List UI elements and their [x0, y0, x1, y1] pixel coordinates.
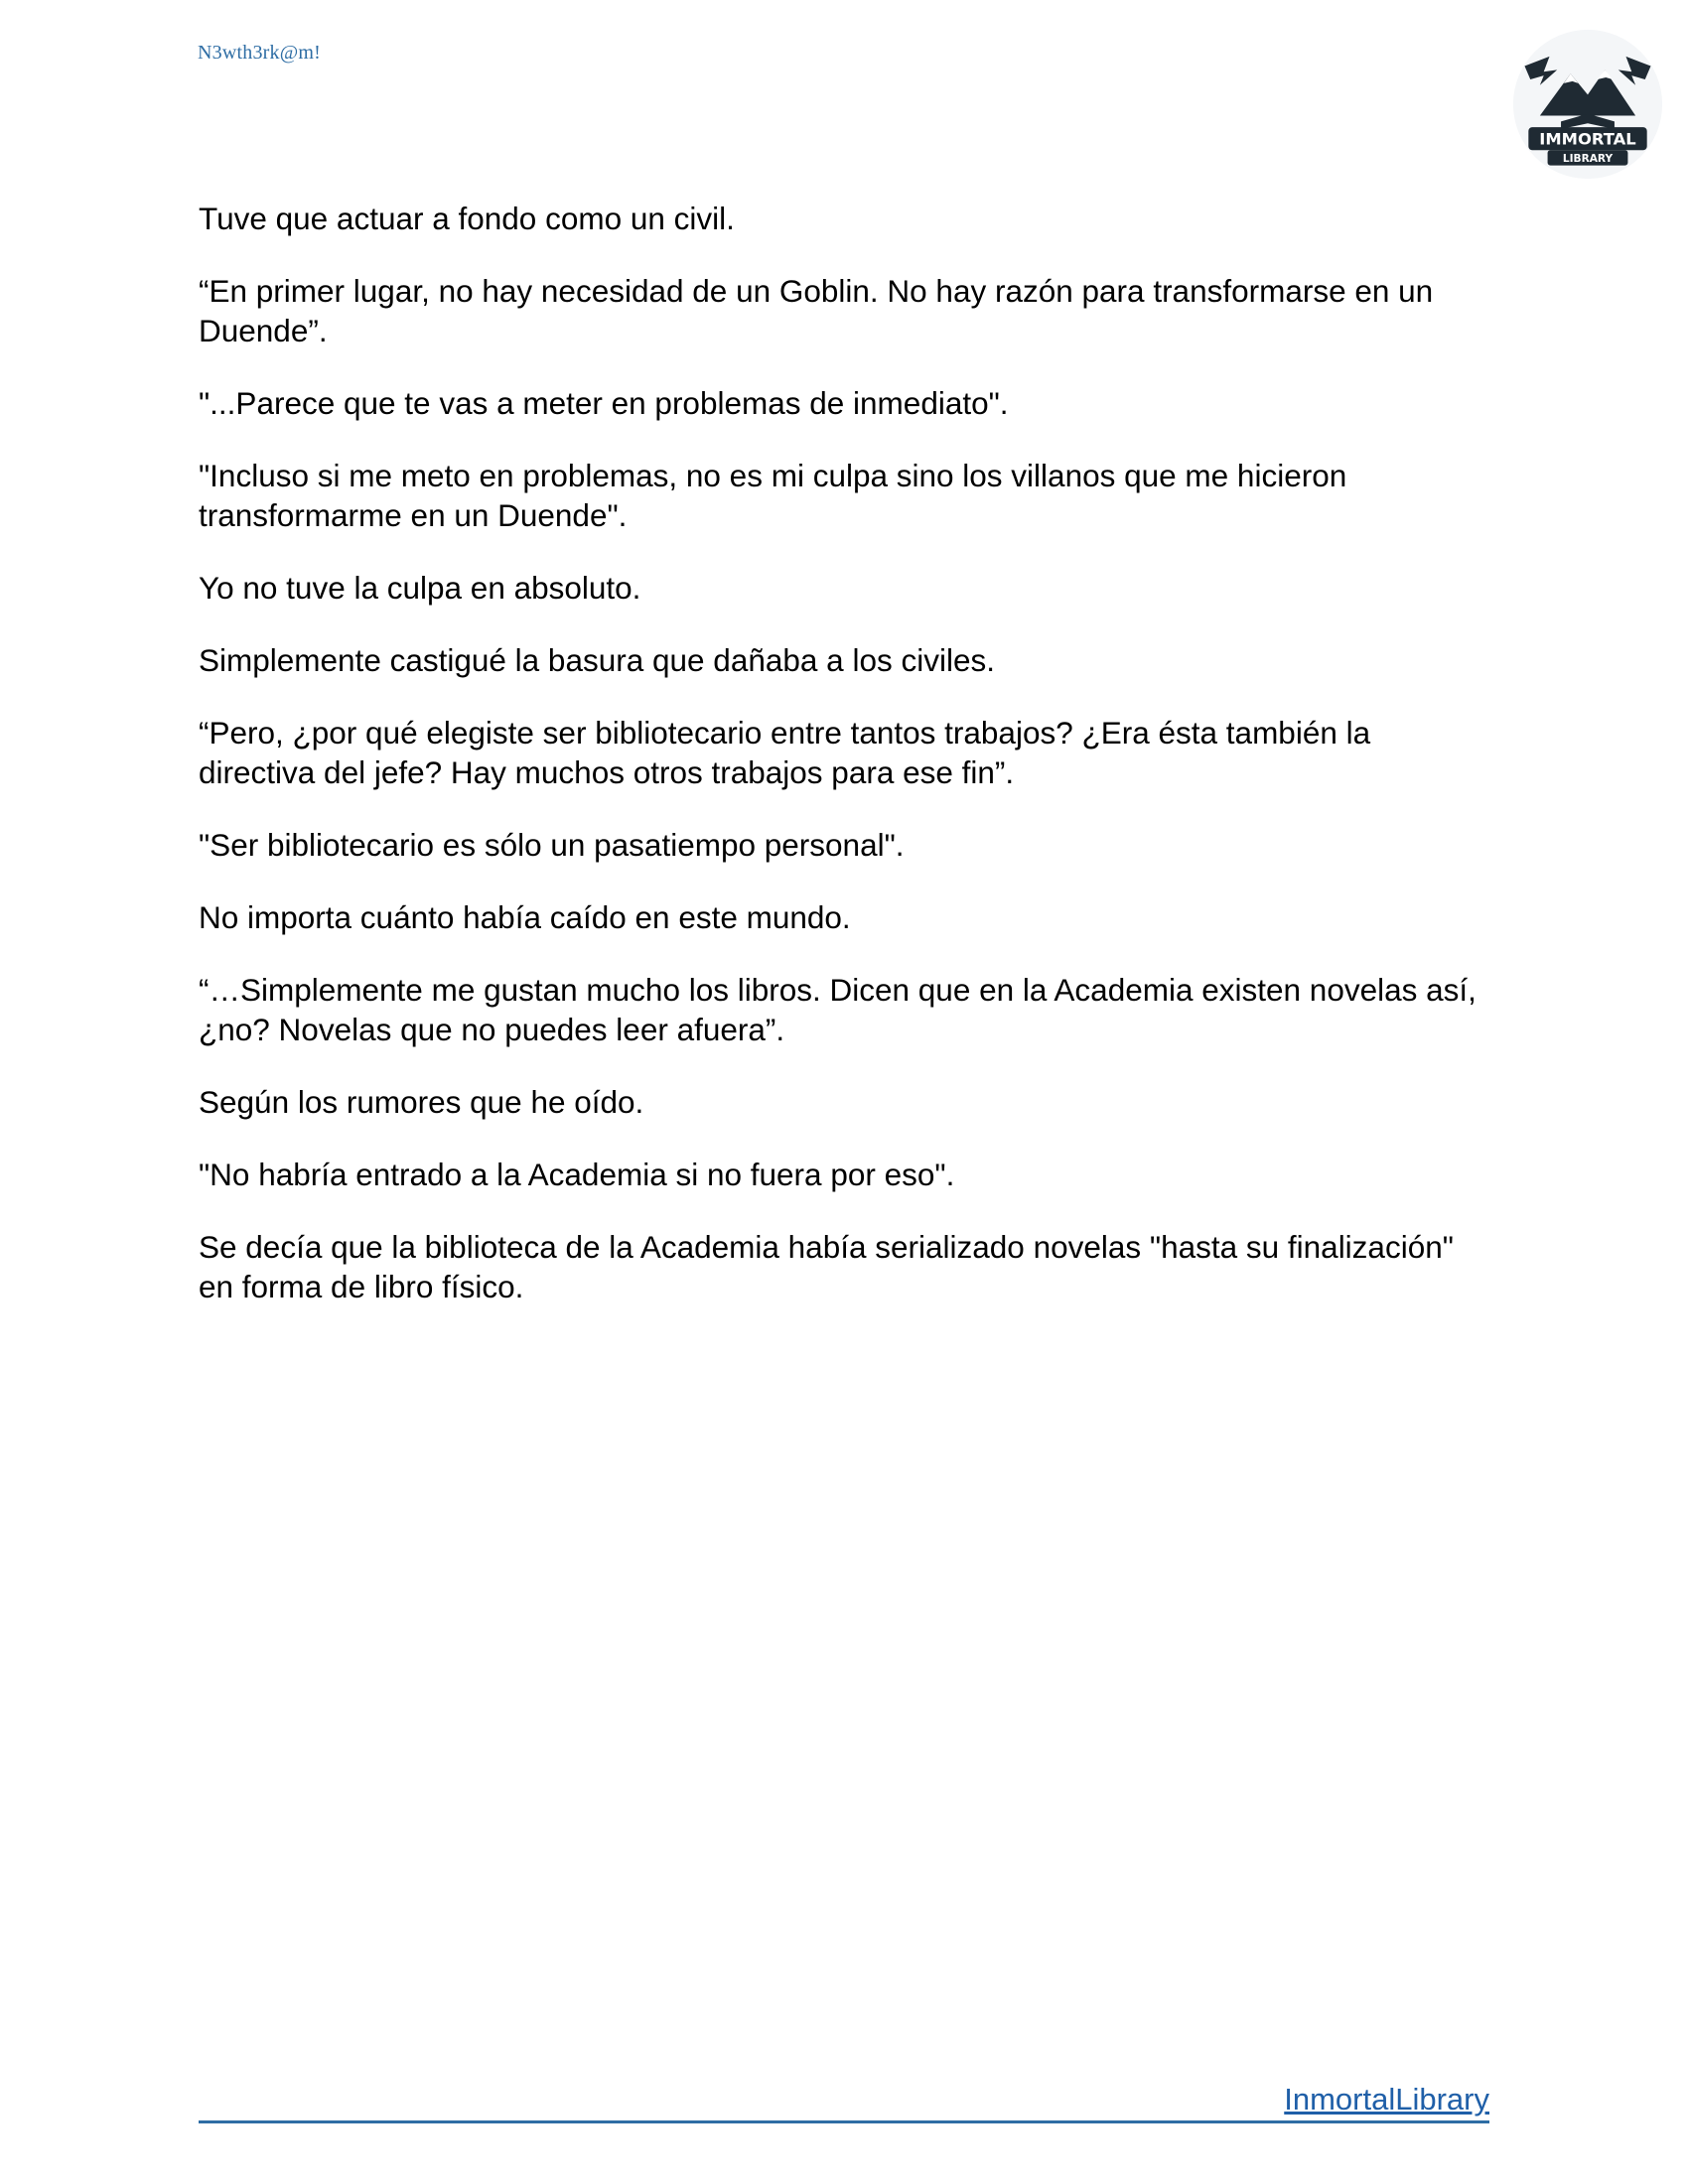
- paragraph: “En primer lugar, no hay necesidad de un Goblin. No hay razón para transformarse en un Duende”.: [199, 273, 1434, 348]
- paragraph: "...Parece que te vas a meter en problemas de inmediato".: [199, 385, 1009, 421]
- paragraph: “Pero, ¿por qué elegiste ser bibliotecario entre tantos trabajos? ¿Era ésta también la directiva del jefe? Hay muchos otros trabajos para ese fin”.: [199, 715, 1371, 790]
- paragraph: "No habría entrado a la Academia si no fuera por eso".: [199, 1157, 955, 1192]
- paragraph: No importa cuánto había caído en este mundo.: [199, 899, 851, 935]
- paragraph: Yo no tuve la culpa en absoluto.: [199, 570, 641, 606]
- header-watermark-text: N3wth3rk@m!: [198, 42, 321, 64]
- logo-text-top: IMMORTAL: [1539, 129, 1636, 149]
- footer-divider: [199, 2120, 1489, 2123]
- logo-text-bottom: LIBRARY: [1562, 152, 1614, 165]
- paragraph: Se decía que la biblioteca de la Academia había serializado novelas "hasta su finalización" en forma de libro físico.: [199, 1229, 1454, 1304]
- paragraph: "Ser bibliotecario es sólo un pasatiempo personal".: [199, 827, 905, 863]
- paragraph: “…Simplemente me gustan mucho los libros. Dicen que en la Academia existen novelas así, ¿no? Novelas que no puedes leer afuera”.: [199, 972, 1477, 1047]
- paragraph: Tuve que actuar a fondo como un civil.: [199, 201, 735, 236]
- footer-inmortal-library-link[interactable]: InmortalLibrary: [1284, 2082, 1489, 2116]
- paragraph: "Incluso si me meto en problemas, no es mi culpa sino los villanos que me hicieron transformarme en un Duende".: [199, 458, 1347, 533]
- paragraph: Simplemente castigué la basura que dañaba a los civiles.: [199, 642, 995, 678]
- paragraph: Según los rumores que he oído.: [199, 1084, 644, 1120]
- document-body: [199, 199, 1489, 1339]
- immortal-library-logo: [1511, 28, 1664, 181]
